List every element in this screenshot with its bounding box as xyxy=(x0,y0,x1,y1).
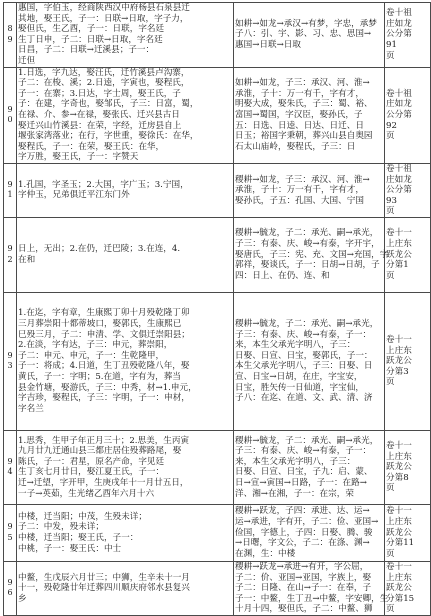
biography-line: 其地，娶王氏，子一：日联→日取，字子力， xyxy=(18,13,189,24)
source-line: 上庄东 xyxy=(386,451,412,462)
lineage-line: 日→宣→寅国→日路，子一：在路→ xyxy=(235,478,367,488)
lineage-cell xyxy=(234,292,385,430)
lineage-line: 来，本生父承光字明八，子三： xyxy=(235,456,356,467)
biography-line: 子二：在梭、溪；2.日逵，字寅也，娶程氏， xyxy=(18,78,190,89)
lineage-line: 四：日上、在仍、连、和 xyxy=(235,270,330,281)
biography-cell xyxy=(17,217,234,292)
lineage-line: 稷耕→毓龙，子二：承光、嗣→承光， xyxy=(235,319,379,330)
lineage-line: 承淮，子十：万一有千，字有才， xyxy=(235,88,364,99)
lineage-line: 稷耕→跃龙，子四：承进、达、运→ xyxy=(235,506,370,517)
entry-number-cell: 95 xyxy=(4,504,17,561)
biography-line: 子一：将成；4.日道，生丁丑殁乾隆八年，娶 xyxy=(18,361,190,372)
biography-cell xyxy=(17,163,234,217)
table-row xyxy=(4,292,431,430)
biography-line: 陈氏，子一：君星，原名产命，字见廷 xyxy=(18,456,165,467)
biography-line: 娶迁兴山竹溪县：在荣，字经，迁房县自上 xyxy=(18,120,182,131)
lineage-line: 日宝，胜矢传一日仙道，字宝仙， xyxy=(235,382,364,393)
biography-cell xyxy=(17,67,234,163)
source-line: 页 xyxy=(386,131,395,142)
lineage-line: 宣、日宝→日胡，在庄，字宝安， xyxy=(235,372,363,382)
lineage-line: 承淮，子十：万一有千，字有才， xyxy=(235,185,364,196)
biography-line: 在和 xyxy=(18,254,36,265)
lineage-cell xyxy=(234,561,389,615)
entry-number-cell: 93 xyxy=(4,292,17,430)
biography-line: 中楼，迁当阳；娶王氏，子一： xyxy=(18,532,139,543)
lineage-line: 十月十四，娶但氏，子二：中鳌、狮 xyxy=(235,604,373,615)
lineage-line: 子八：引、宇、影、习、忠、思国→ xyxy=(235,29,372,40)
biography-line: 子一：在寨；3.日达，字士周，娶王氏，子 xyxy=(18,88,181,99)
lineage-line: 子一：中鳌，生丁丑→中鳌，字安卿，生 xyxy=(235,593,389,604)
source-line: 跃龙公 xyxy=(386,527,412,538)
source-cell xyxy=(385,561,431,615)
source-cell xyxy=(385,217,431,292)
source-line: 页 xyxy=(386,483,395,494)
source-line: 93 xyxy=(386,195,397,206)
source-cell xyxy=(385,163,431,217)
biography-line: 生丁亥七月廿日，娶江夏王氏，子一： xyxy=(18,467,165,478)
biography-line: 生丁日申，子二：日联→日取，字名廷 xyxy=(18,34,163,45)
lineage-line: 日娶、日宣、日宝，子九：启、蒙、 xyxy=(235,467,373,478)
table-row xyxy=(4,3,431,68)
lineage-cell xyxy=(234,3,385,68)
biography-cell xyxy=(17,561,234,615)
lineage-line: 子三：有泰、庆、峻→有泰，子一： xyxy=(235,446,372,457)
biography-line: 子二：申元、申元，子一：生乾隆甲， xyxy=(18,350,165,361)
lineage-line: →日曙，字文公，子二：在涤、渊→ xyxy=(235,538,370,549)
source-line: 上庄东 xyxy=(386,572,412,583)
biography-line: 日上，无出；2.在仍，迁巴陵；3.在连，4. xyxy=(18,244,181,255)
entry-number-cell: 90 xyxy=(4,67,17,163)
biography-line: 县金竹塘，娶游氏，子三：中秀，材→1.申元， xyxy=(18,382,197,393)
source-cell xyxy=(385,67,431,163)
source-line: 页 xyxy=(386,50,395,61)
lineage-line: 富国→蜀国，字汉臣，娶孙氏，子 xyxy=(235,109,363,120)
source-line: 91 xyxy=(386,40,397,51)
lineage-line: 惠国→日联→日取 xyxy=(235,40,301,51)
lineage-line: 来，本生父承光字明八，子三： xyxy=(235,340,356,351)
biography-line: 2.在淡，字有达，子三：申元，葬崇阳， xyxy=(18,340,173,351)
source-line: 庄如龙 xyxy=(386,99,412,110)
lineage-line: 子三：有泰、庆、峻→有泰，子一： xyxy=(235,329,372,340)
biography-line: 中楼，迁当阳；中茂，生殁未详； xyxy=(18,511,147,522)
source-line: 庄如龙 xyxy=(386,18,412,29)
source-line: 页 xyxy=(386,270,395,281)
source-line: 分第1 xyxy=(386,260,409,271)
source-line: 公分第 xyxy=(386,109,412,120)
biography-line: 三月葬崇阳十都蒂坡口，娶郭氏，生康熙已 xyxy=(18,319,182,330)
table-row xyxy=(4,504,431,561)
table-row xyxy=(4,217,431,292)
source-line: 分第11 xyxy=(386,538,415,549)
biography-line: 1.在迄，字有章，生康熙丁卯十月殁乾隆丁卯 xyxy=(18,308,190,319)
entry-number-cell: 89 xyxy=(4,3,17,68)
entry-number-cell: 96 xyxy=(4,561,17,615)
lineage-line: 俭国，字德上，子四：日娶、腾、骏 xyxy=(235,527,373,538)
lineage-line: 郭祥，娶谈氏，子一：日胡→日胡，子 xyxy=(235,260,380,271)
genealogy-table xyxy=(3,2,431,616)
biography-line: 1.日选，字九达，娶汪氏，迁竹溪县卢沟寨， xyxy=(18,67,190,78)
table-row xyxy=(4,163,431,217)
biography-line: 娶程氏，子一：在荣，娶王氏：在华， xyxy=(18,141,165,152)
lineage-line: 子三：有泰、庆、峻→有泰，字开宇， xyxy=(235,239,380,250)
table-row xyxy=(4,67,431,163)
biography-line: 乡 xyxy=(18,593,27,604)
lineage-line: 日玉；裕国字秉朝，葬兴山县自奥园 xyxy=(235,131,373,142)
biography-line: 1.孔国，字圣玉；2.大国，字广玉；3.宁国， xyxy=(18,179,189,190)
source-line: 页 xyxy=(386,604,395,615)
biography-line: 子二：中发，殁未详； xyxy=(18,522,104,533)
lineage-line: 洋、湘→在湘，子一：在宗，荣 xyxy=(235,488,354,499)
lineage-line: 运→承进，字有开，子二：俭、亚国→ xyxy=(235,517,379,528)
biography-line: 1.思秀，生甲子年正月三十；2.思美，生丙寅 xyxy=(18,435,190,446)
source-line: 卷十一 xyxy=(386,506,412,517)
source-line: 跃龙公 xyxy=(386,462,412,473)
biography-line: 娶但氏，生乙酉，子一：日联，字名廷 xyxy=(18,24,165,35)
biography-line: 迁→迁望，字开甲，生庚戌年十一月廿五日， xyxy=(18,478,189,488)
source-line: 上庄东 xyxy=(386,239,412,250)
source-line: 卷十祖 xyxy=(386,8,412,19)
lineage-line: 稷耕→毓龙，子二：承光、嗣→承光， xyxy=(235,435,379,446)
lineage-line: 子二：日隆、在山→子一：在奉，子 xyxy=(235,583,372,594)
source-line: 跃龙公 xyxy=(386,356,412,367)
biography-line: 惠国，字伯玉，经商陕西汉中府杨县石泉县迁 xyxy=(18,3,190,13)
lineage-line: 本生父承光字明八，子三：日娶、日 xyxy=(235,361,373,372)
biography-line: 九月廿九迁通山县三都庄居住殁葬路尾，娶 xyxy=(18,446,182,457)
biography-line: 子：在建，字奇也，娶邹氏，子三：日富，蜀， xyxy=(18,99,199,110)
source-line: 页 xyxy=(386,377,395,388)
source-line: 卷十一 xyxy=(386,440,412,451)
lineage-line: 子二：价、亚国→亚国，字族上，娶 xyxy=(235,572,372,583)
lineage-line: 子八：在迄、在道、文、武、清、济 xyxy=(235,393,373,404)
biography-line: 中鳌，生戊辰六月廿三；中狮，生辛未十一月 xyxy=(18,572,190,583)
lineage-line: 日娶、日宣、日宝，娶郭氏，子一： xyxy=(235,350,373,361)
source-line: 卷十一 xyxy=(386,561,412,572)
lineage-line: 石太山庙岭，娶程氏，子三：日 xyxy=(235,141,356,152)
source-line: 分第3 xyxy=(386,366,409,377)
source-line: 公分第 xyxy=(386,185,412,196)
lineage-line: 在渊，生：中楼 xyxy=(235,548,296,559)
entry-number-cell: 92 xyxy=(4,217,17,292)
source-line: 页 xyxy=(386,548,395,559)
source-line: 上庄东 xyxy=(386,345,412,356)
biography-cell xyxy=(17,504,234,561)
lineage-line: 如耕→如龙→承汉→有梦，字忠，承梦 xyxy=(235,18,377,29)
lineage-line: 娶孙氏，子五：孔国、大国、宁国 xyxy=(235,195,364,206)
biography-line: 字仲玉，兄弟俱迁平江东门外 xyxy=(18,190,130,201)
source-cell xyxy=(385,3,431,68)
lineage-line: 稷耕→跃龙→承进→有开，字公屈， xyxy=(235,561,369,572)
source-line: 分第15 xyxy=(386,593,415,604)
table-row xyxy=(4,430,431,504)
lineage-cell xyxy=(234,217,389,292)
source-line: 分第8 xyxy=(386,472,409,483)
table-row xyxy=(4,561,431,615)
source-cell xyxy=(385,430,431,504)
biography-line: 堰张家湾落业；在行，字世重，娶徐氏：在华， xyxy=(18,131,199,142)
biography-cell xyxy=(17,292,234,430)
biography-line: 十一，殁乾隆廿年迁葬四川顺庆府邻水县复兴 xyxy=(18,583,190,594)
source-cell xyxy=(385,292,431,430)
lineage-cell xyxy=(234,67,385,163)
lineage-line: 五：日选、日逵、日达、日迁、日 xyxy=(235,120,364,131)
source-line: 92 xyxy=(386,120,397,131)
source-line: 卷十一 xyxy=(386,334,412,345)
biography-cell xyxy=(17,3,234,68)
biography-line: 字名兰 xyxy=(18,403,44,414)
source-line: 卷十祖 xyxy=(386,163,412,174)
lineage-line: 如耕→如龙，子三：承汉、河、淮→ xyxy=(235,78,370,89)
lineage-line: 明娶大成，娶朱氏，子三：蜀、裕、 xyxy=(235,99,373,110)
biography-line: 黄氏，子一：字明；5.在道，字有为，葬当 xyxy=(18,372,181,382)
biography-line: 一子→英茹，生光绪乙酉年六月十六 xyxy=(18,488,155,499)
entry-number-cell: 94 xyxy=(4,430,17,504)
lineage-line: 稷耕→毓龙，子二：承光、嗣→承光， xyxy=(235,228,379,239)
source-line: 公分第 xyxy=(386,29,412,40)
lineage-cell xyxy=(234,163,385,217)
source-line: 跃龙公 xyxy=(386,583,412,594)
biography-line: 日昌，子二：日联→迁溪县；子一： xyxy=(18,45,155,56)
source-line: 页 xyxy=(386,206,395,217)
entry-number-cell: 91 xyxy=(4,163,17,217)
biography-line: 中桃，子一：娶王氏：中士 xyxy=(18,543,122,554)
biography-line: 在禄、介、参→在禄，娶张氏、迁兴县古日 xyxy=(18,109,180,120)
source-line: 上庄东 xyxy=(386,517,412,528)
lineage-line: 娶唐氏，子三：宪、充、文国→充国，字 xyxy=(235,249,389,260)
biography-cell xyxy=(17,430,234,504)
lineage-cell xyxy=(234,430,385,504)
source-line: 卷十一 xyxy=(386,228,412,239)
biography-line: 字吉珍，娶程氏，子三：字明，子一：申材， xyxy=(18,393,190,404)
source-line: 庄如龙 xyxy=(386,174,412,185)
biography-line: 巳殁三月，子二：申清、学、文俱迁崇阳县； xyxy=(18,329,190,340)
source-line: 卷十祖 xyxy=(386,88,412,99)
source-cell xyxy=(385,504,431,561)
lineage-cell xyxy=(234,504,385,561)
biography-line: 迁但 xyxy=(18,55,36,66)
source-line: 跃龙公 xyxy=(386,249,412,260)
biography-line: 字万胜，娶王氏，子一：字赞天 xyxy=(18,152,139,163)
lineage-line: 稷耕→如龙，子三：承汉、河、淮→ xyxy=(235,174,370,185)
